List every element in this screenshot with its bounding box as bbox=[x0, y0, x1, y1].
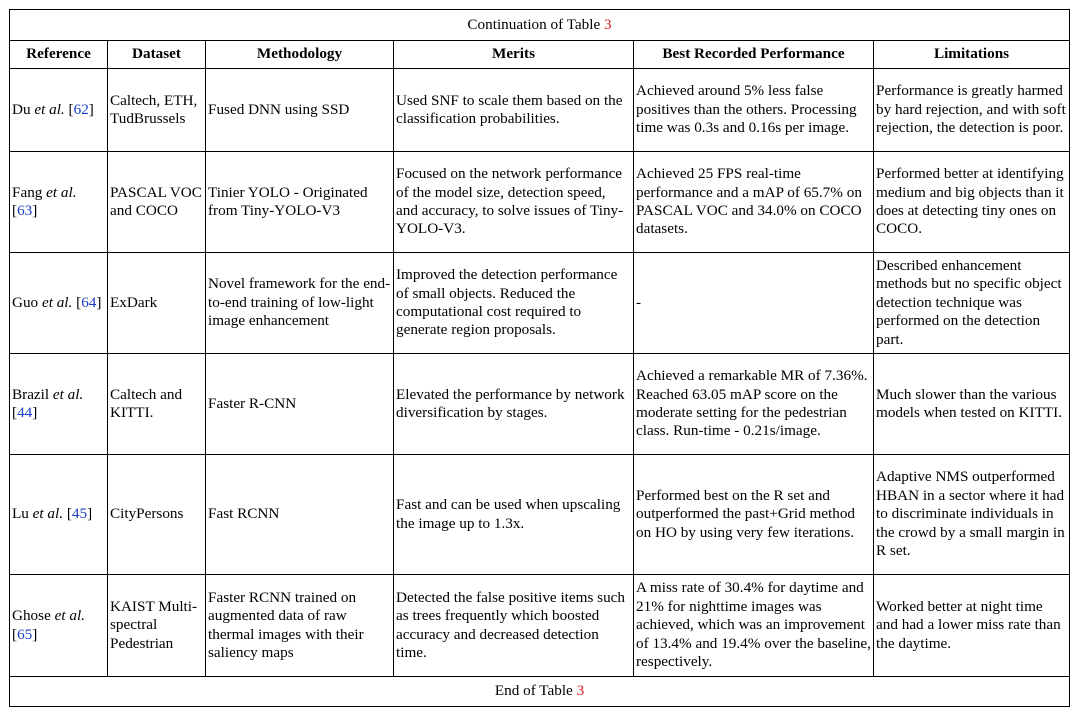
performance-cell: - bbox=[634, 253, 874, 354]
limitations-cell: Performed better at identifying medium and big objects than it does at detecting tiny ones on COCO. bbox=[874, 152, 1070, 253]
table-number-link[interactable]: 3 bbox=[576, 682, 585, 700]
merits-cell: Improved the detection performance of small objects. Reduced the computational cost required to generate region proposals. bbox=[394, 253, 634, 354]
header-merits: Merits bbox=[394, 41, 634, 69]
header-reference: Reference bbox=[10, 41, 108, 69]
citation-link[interactable]: 64 bbox=[81, 293, 97, 311]
performance-cell: A miss rate of 30.4% for daytime and 21% for nighttime images was achieved, which was an improvement of 13.4% and 19.4% over the baseline, respectively. bbox=[634, 575, 874, 677]
performance-cell: Performed best on the R set and outperformed the past+Grid method on HO by using very few iterations. bbox=[634, 455, 874, 575]
table-row bbox=[10, 455, 1070, 575]
reference-cell: Du et al. [62] bbox=[10, 69, 108, 152]
dataset-cell: Caltech and KITTI. bbox=[108, 354, 206, 455]
header-dataset: Dataset bbox=[108, 41, 206, 69]
citation-link[interactable]: 44 bbox=[17, 404, 33, 421]
reference-cell: Lu et al. [45] bbox=[10, 455, 108, 575]
header-limitations: Limitations bbox=[874, 41, 1070, 69]
limitations-cell: Much slower than the various models when tested on KITTI. bbox=[874, 354, 1070, 455]
methodology-cell: Fast RCNN bbox=[206, 455, 394, 575]
dataset-cell: Caltech, ETH, TudBrussels bbox=[108, 69, 206, 152]
merits-cell: Elevated the performance by network diversification by stages. bbox=[394, 354, 634, 455]
reference-cell: Guo et al. [64] bbox=[10, 253, 108, 354]
header-methodology: Methodology bbox=[206, 41, 394, 69]
performance-cell: Achieved a remarkable MR of 7.36%. Reached 63.05 mAP score on the moderate setting for the pedestrian class. Run-time - 0.21s/image. bbox=[634, 354, 874, 455]
performance-cell: Achieved around 5% less false positives than the others. Processing time was 0.3s and 0.16s per image. bbox=[634, 69, 874, 152]
caption-row bbox=[10, 10, 1070, 41]
methodology-cell: Novel framework for the end-to-end training of low-light image enhancement bbox=[206, 253, 394, 354]
dataset-cell: PASCAL VOC and COCO bbox=[108, 152, 206, 253]
citation-link[interactable]: 62 bbox=[73, 100, 89, 118]
citation-link[interactable]: 45 bbox=[71, 505, 88, 523]
dataset-cell: KAIST Multi-spectral Pedestrian bbox=[108, 575, 206, 677]
reference-cell: Ghose et al. [65] bbox=[10, 575, 108, 677]
limitations-cell: Described enhancement methods but no specific object detection technique was performed on the detection part. bbox=[874, 253, 1070, 354]
merits-cell: Detected the false positive items such as trees frequently which boosted accuracy and decreased detection time. bbox=[394, 575, 634, 677]
methodology-cell: Faster R-CNN bbox=[206, 354, 394, 455]
methodology-cell: Faster RCNN trained on augmented data of raw thermal images with their saliency maps bbox=[206, 575, 394, 677]
table-footer: End of Table 3 bbox=[10, 677, 1070, 707]
dataset-cell: CityPersons bbox=[108, 455, 206, 575]
table-row bbox=[10, 69, 1070, 152]
methodology-cell: Tinier YOLO - Originated from Tiny-YOLO-V3 bbox=[206, 152, 394, 253]
citation-link[interactable]: 63 bbox=[17, 202, 33, 219]
footer-row bbox=[10, 677, 1070, 707]
header-row bbox=[10, 41, 1070, 69]
table-row bbox=[10, 575, 1070, 677]
merits-cell: Used SNF to scale them based on the classification probabilities. bbox=[394, 69, 634, 152]
limitations-cell: Performance is greatly harmed by hard rejection, and with soft rejection, the detection is poor. bbox=[874, 69, 1070, 152]
table-caption: Continuation of Table 3 bbox=[10, 10, 1070, 41]
performance-cell: Achieved 25 FPS real-time performance and a mAP of 65.7% on PASCAL VOC and 34.0% on COCO datasets. bbox=[634, 152, 874, 253]
table-row bbox=[10, 354, 1070, 455]
table-number-link[interactable]: 3 bbox=[604, 15, 612, 33]
header-performance: Best Recorded Performance bbox=[634, 41, 874, 69]
merits-cell: Fast and can be used when upscaling the image up to 1.3x. bbox=[394, 455, 634, 575]
table-row bbox=[10, 253, 1070, 354]
reference-cell: Fang et al. [63] bbox=[10, 152, 108, 253]
merits-cell: Focused on the network performance of the model size, detection speed, and accuracy, to solve issues of Tiny-YOLO-V3. bbox=[394, 152, 634, 253]
citation-link[interactable]: 65 bbox=[17, 625, 33, 643]
continuation-table bbox=[9, 9, 1070, 707]
dataset-cell: ExDark bbox=[108, 253, 206, 354]
limitations-cell: Worked better at night time and had a lower miss rate than the daytime. bbox=[874, 575, 1070, 677]
limitations-cell: Adaptive NMS outperformed HBAN in a sector where it had to discriminate individuals in the crowd by a small margin in R set. bbox=[874, 455, 1070, 575]
table-container bbox=[9, 9, 1069, 707]
table-row bbox=[10, 152, 1070, 253]
methodology-cell: Fused DNN using SSD bbox=[206, 69, 394, 152]
reference-cell: Brazil et al. [44] bbox=[10, 354, 108, 455]
